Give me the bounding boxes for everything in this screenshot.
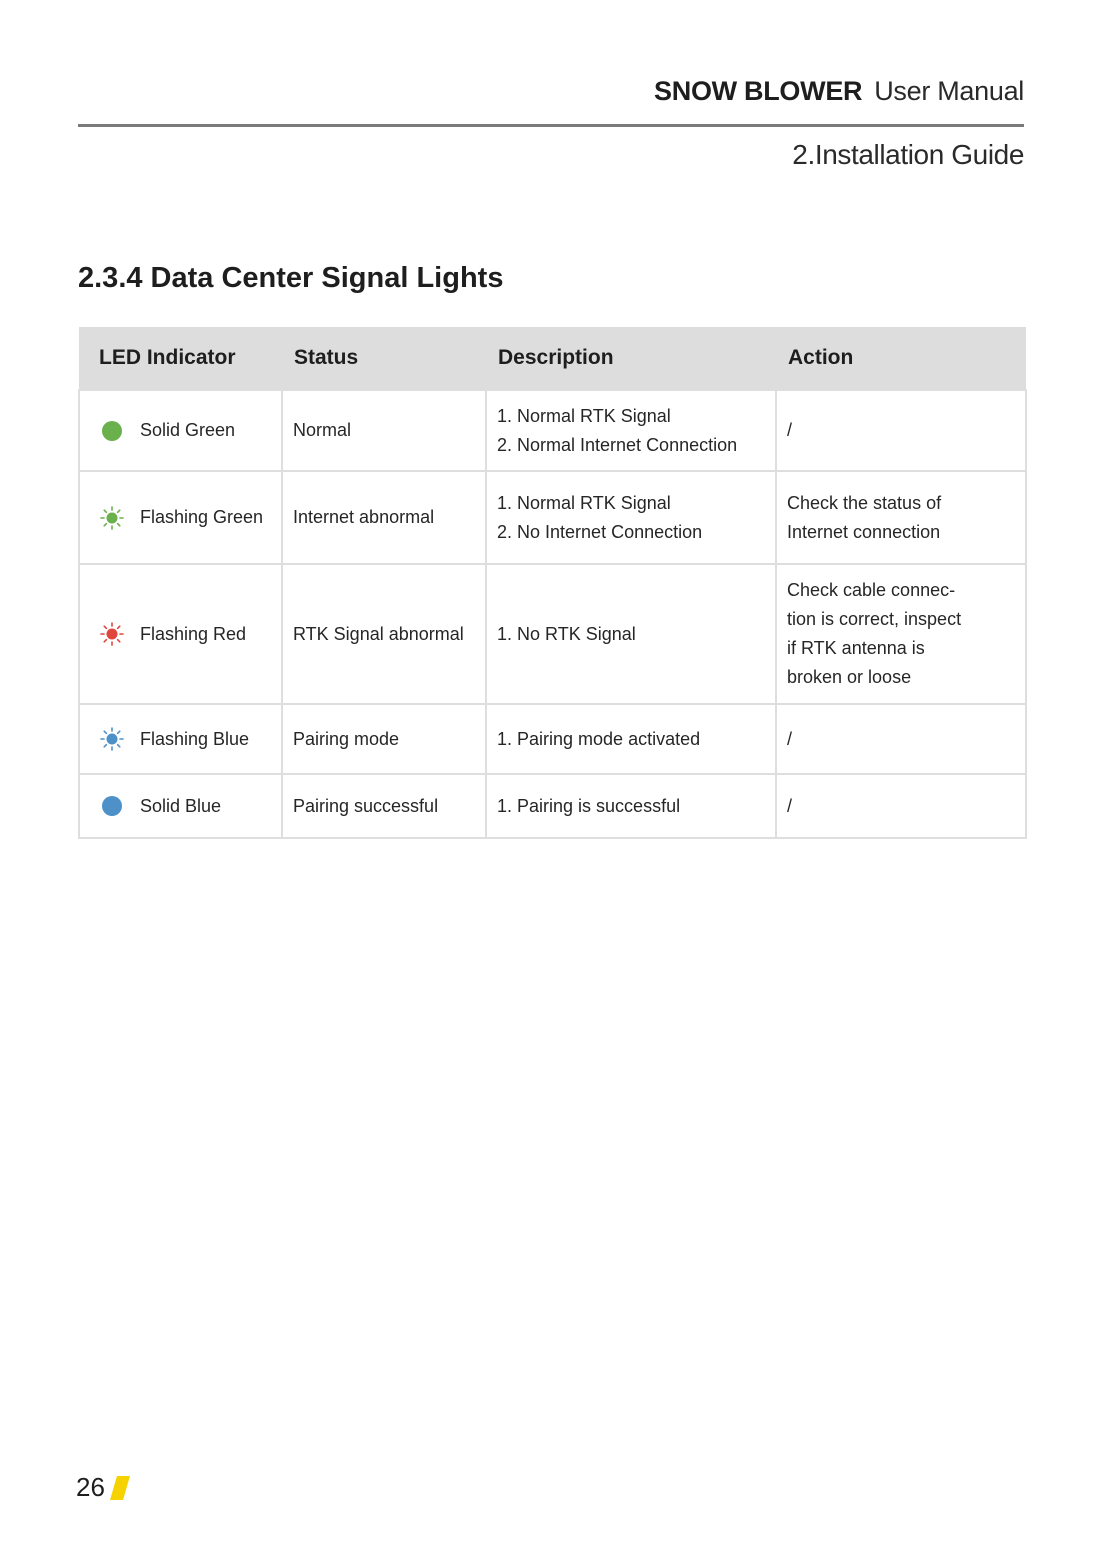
action-cell [776, 390, 1026, 471]
document-header [654, 76, 1024, 107]
status-cell: Pairing mode [282, 704, 486, 774]
table-header-row [79, 327, 1026, 390]
action-cell [776, 471, 1026, 564]
indicator-cell [79, 471, 282, 564]
table-row [79, 774, 1026, 838]
description-line: 2. No Internet Connection [497, 521, 703, 542]
page-accent-mark [109, 1476, 131, 1500]
table-row [79, 704, 1026, 774]
description-cell [486, 390, 776, 471]
action-line: broken or loose [787, 667, 912, 687]
description-cell [486, 471, 776, 564]
action-line: Check cable connec- [787, 580, 956, 600]
description-line: 1. Normal RTK Signal [497, 492, 671, 513]
column-header-status: Status [282, 327, 486, 390]
action-line: Check the status of [787, 492, 942, 513]
indicator-label: Flashing Red [140, 623, 247, 644]
header-divider [78, 124, 1024, 127]
action-line: / [787, 795, 793, 816]
description-cell [486, 564, 776, 704]
action-line: Internet connection [787, 521, 941, 542]
indicator-label: Solid Green [140, 420, 236, 440]
indicator-cell [79, 774, 282, 838]
flashing-blue-light-icon [100, 727, 124, 751]
status-cell: Internet abnormal [282, 471, 486, 564]
indicator-label: Flashing Blue [140, 728, 250, 749]
flashing-green-light-icon [100, 506, 124, 530]
indicator-label: Solid Blue [140, 795, 222, 816]
action-line: / [787, 728, 793, 749]
action-cell [776, 704, 1026, 774]
description-line: 1. Pairing is successful [497, 795, 681, 816]
action-line: / [787, 420, 793, 440]
indicator-cell [79, 704, 282, 774]
page-number: 26 [76, 1472, 105, 1502]
description-cell [486, 774, 776, 838]
column-header-description: Description [486, 327, 776, 390]
solid-green-dot-icon [100, 419, 124, 443]
table-row [79, 471, 1026, 564]
status-cell: Pairing successful [282, 774, 486, 838]
manual-title: User Manual [874, 76, 1024, 106]
action-cell [776, 564, 1026, 704]
section-title: 2.3.4 Data Center Signal Lights [78, 262, 504, 294]
description-line: 1. Normal RTK Signal [497, 405, 671, 426]
column-header-action: Action [776, 327, 1026, 390]
indicator-label: Flashing Green [140, 507, 264, 527]
action-cell [776, 774, 1026, 838]
column-header-led-indicator: LED Indicator [79, 327, 282, 390]
status-cell: Normal [282, 390, 486, 471]
solid-blue-dot-icon [100, 794, 124, 818]
indicator-cell [79, 390, 282, 471]
led-status-table [78, 327, 1027, 839]
brand-name: SNOW BLOWER [654, 76, 863, 106]
description-line: 1. Pairing mode activated [497, 728, 701, 749]
description-cell [486, 704, 776, 774]
description-line: 1. No RTK Signal [497, 623, 636, 644]
table-row [79, 390, 1026, 471]
chapter-title: 2.Installation Guide [792, 139, 1024, 170]
flashing-red-light-icon [100, 622, 124, 646]
description-line: 2. Normal Internet Connection [497, 434, 738, 455]
action-line: if RTK antenna is [787, 638, 925, 658]
indicator-cell [79, 564, 282, 704]
status-cell: RTK Signal abnormal [282, 564, 486, 704]
table-row [79, 564, 1026, 704]
action-line: tion is correct, inspect [787, 609, 962, 629]
